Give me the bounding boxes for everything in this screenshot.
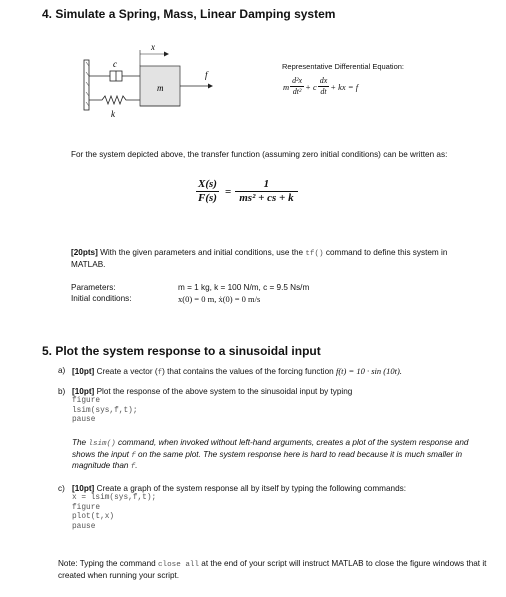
q5c-points: [10pt] — [72, 484, 95, 493]
q5c-code-block — [72, 494, 156, 532]
q5b-marker: b) — [58, 387, 66, 396]
eq-rest: + kx = f — [330, 81, 359, 92]
code-line: pause — [72, 416, 96, 425]
differential-equation — [283, 76, 358, 97]
q4-points: [20pts] — [71, 248, 98, 257]
params-label: Parameters: — [71, 283, 116, 292]
spring-mass-damper-diagram — [80, 40, 220, 120]
init-label: Initial conditions: — [71, 294, 132, 303]
code-line: pause — [72, 522, 96, 531]
q5b-points: [10pt] — [72, 387, 95, 396]
diagram-label-m: m — [157, 83, 164, 93]
code-line: x = lsim(sys,f,t); — [72, 494, 157, 502]
q5b-code-block — [72, 397, 138, 426]
eq-m: m — [283, 81, 290, 92]
q4-heading: 4. Simulate a Spring, Mass, Linear Damping system — [42, 7, 336, 21]
transfer-function — [196, 178, 296, 205]
q5-heading: 5. Plot the system response to a sinusoidal input — [42, 344, 321, 358]
code-line: lsim(sys,f,t); — [72, 406, 138, 415]
q5b-text: [10pt] Plot the response of the above system to the sinusoidal input by typing — [72, 387, 353, 396]
eq-dx: dx — [319, 76, 328, 85]
q5c-text: [10pt] Create a graph of the system response all by itself by typing the following commands: — [72, 484, 407, 493]
eq-dt: dt — [320, 87, 327, 96]
diagram-label-k: k — [111, 109, 115, 119]
code-line: figure — [72, 503, 101, 512]
q5b-note: The lsim() command, when invoked without left-hand arguments, creates a plot of the system response and shows the input f on the same plot. The system response here is hard to read because it is much smaller in magnitude than f. — [72, 438, 469, 471]
q4-instruction: [20pts] With the given parameters and initial conditions, use the tf() command to define this system in MATLAB. — [71, 248, 448, 269]
close-all-command: close all — [157, 561, 199, 569]
eq-d2x: d²x — [292, 76, 303, 85]
eq-dt2: dt² — [292, 87, 302, 96]
tf-rhs-den: ms² + cs + k — [239, 192, 294, 204]
diagram-label-c: c — [113, 59, 117, 69]
tf-command: tf() — [305, 250, 324, 258]
footer-note: Note: Typing the command close all at the end of your script will instruct MATLAB to close the figure windows that it created when running your script. — [58, 559, 487, 580]
tf-rhs-num: 1 — [235, 178, 297, 192]
rep-eq-label: Representative Differential Equation: — [282, 62, 405, 71]
diagram-label-x: x — [151, 42, 155, 52]
tf-equals: = — [224, 185, 232, 198]
diagram-label-f: f — [205, 70, 208, 80]
forcing-function: f(t) = 10 · sin (10t). — [335, 366, 402, 376]
params-value: m = 1 kg, k = 100 N/m, c = 9.5 Ns/m — [178, 283, 310, 292]
code-line: plot(t,x) — [72, 513, 115, 522]
q5a-text: [10pt] Create a vector (f) that contains the values of the forcing function f(t) = 10 · sin (10t). — [72, 366, 402, 377]
q5c-marker: c) — [58, 484, 65, 493]
tf-lhs-num: X(s) — [198, 178, 217, 190]
tf-lhs-den: F(s) — [198, 192, 217, 204]
code-line: figure — [72, 397, 101, 405]
init-value: x(0) = 0 m, ẋ(0) = 0 m/s — [178, 294, 261, 304]
eq-plus-c: + c — [305, 81, 317, 92]
q5a-points: [10pt] — [72, 367, 95, 376]
q5a-marker: a) — [58, 366, 66, 375]
tf-intro: For the system depicted above, the transfer function (assuming zero initial conditions) can be written as: — [71, 150, 448, 159]
